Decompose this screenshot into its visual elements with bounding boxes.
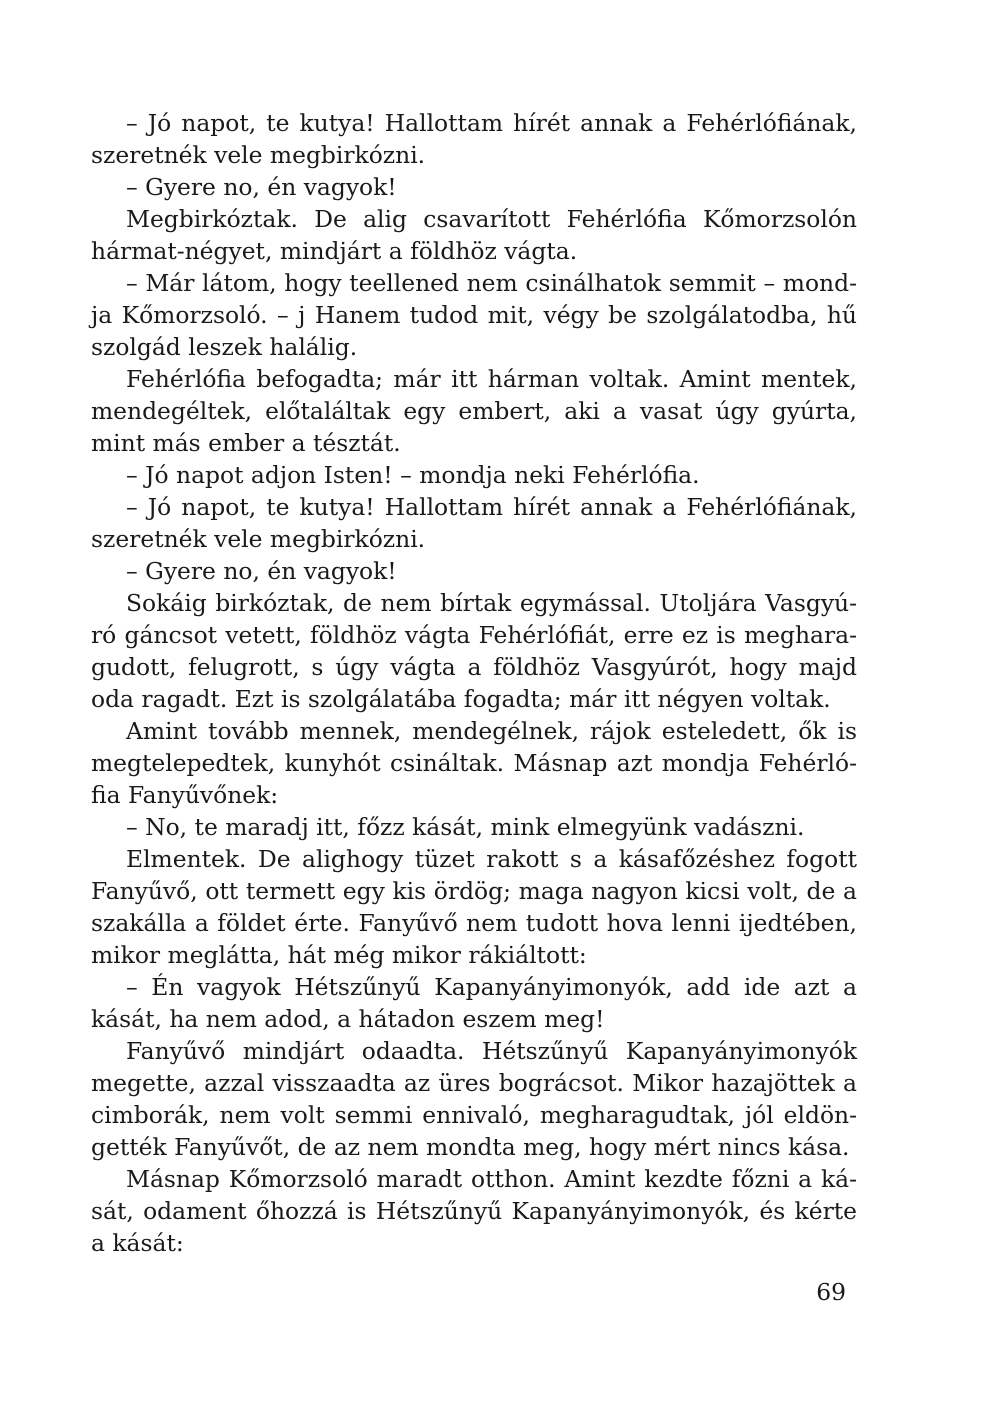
text-line: kását, ha nem adod, a hátadon eszem meg! (91, 1005, 605, 1033)
text-line: Megbirkóztak. De alig csavarított Fehérlófia Kőmorzsolón (126, 205, 857, 233)
text-line: – Jó napot, te kutya! Hallottam hírét annak a Fehérlófiának, (126, 493, 857, 521)
text-line: oda ragadt. Ezt is szolgálatába fogadta; már itt négyen voltak. (91, 685, 831, 713)
text-line: mint más ember a tésztát. (91, 429, 401, 457)
text-line: – Jó napot adjon Isten! – mondja neki Fehérlófia. (126, 461, 700, 489)
text-line: mendegéltek, előtaláltak egy embert, aki a vasat úgy gyúrta, (91, 397, 857, 425)
page-number: 69 (816, 1278, 846, 1306)
text-line: cimborák, nem volt semmi ennivaló, megharagudtak, jól eldön- (91, 1101, 857, 1129)
text-line: – Gyere no, én vagyok! (126, 557, 397, 585)
body-text (91, 107, 857, 1259)
text-line: a kását: (91, 1229, 184, 1257)
text-line: megtelepedtek, kunyhót csináltak. Másnap azt mondja Fehérló- (91, 749, 857, 777)
text-line: gették Fanyűvőt, de az nem mondta meg, hogy mért nincs kása. (91, 1133, 850, 1161)
text-line: – Már látom, hogy teellened nem csinálhatok semmit – mond- (126, 269, 857, 297)
text-line: szeretnék vele megbirkózni. (91, 141, 426, 169)
text-line: Fanyűvő mindjárt odaadta. Hétszűnyű Kapanyányimonyók (126, 1037, 857, 1065)
text-line: szakálla a földet érte. Fanyűvő nem tudott hova lenni ijedtében, (91, 909, 857, 937)
text-line: Fanyűvő, ott termett egy kis ördög; maga nagyon kicsi volt, de a (91, 877, 857, 905)
text-line: ró gáncsot vetett, földhöz vágta Fehérlófiát, erre ez is meghara- (91, 621, 857, 649)
text-line: szolgád leszek halálig. (91, 333, 358, 361)
text-line: gudott, felugrott, s úgy vágta a földhöz Vasgyúrót, hogy majd (91, 653, 857, 681)
text-line: hármat-négyet, mindjárt a földhöz vágta. (91, 237, 578, 265)
text-line: mikor meglátta, hát még mikor rákiáltott: (91, 941, 587, 969)
text-line: Sokáig birkóztak, de nem bírtak egymással. Utoljára Vasgyú- (126, 589, 857, 617)
text-line: Másnap Kőmorzsoló maradt otthon. Amint kezdte főzni a ká- (126, 1165, 857, 1193)
text-line: szeretnék vele megbirkózni. (91, 525, 426, 553)
text-line: sát, odament őhozzá is Hétszűnyű Kapanyányimonyók, és kérte (91, 1197, 857, 1225)
text-line: Elmentek. De alighogy tüzet rakott s a kásafőzéshez fogott (126, 845, 857, 873)
text-line: – No, te maradj itt, főzz kását, mink elmegyünk vadászni. (126, 813, 805, 841)
text-line: – Én vagyok Hétszűnyű Kapanyányimonyók, add ide azt a (126, 973, 857, 1001)
text-line: – Gyere no, én vagyok! (126, 173, 397, 201)
text-line: Fehérlófia befogadta; már itt hárman voltak. Amint mentek, (126, 365, 857, 393)
text-line: fia Fanyűvőnek: (91, 781, 279, 809)
text-line: ja Kőmorzsoló. – j Hanem tudod mit, végy be szolgálatodba, hű (91, 301, 857, 329)
text-line: – Jó napot, te kutya! Hallottam hírét annak a Fehérlófiának, (126, 109, 857, 137)
text-line: megette, azzal visszaadta az üres bográcsot. Mikor hazajöttek a (91, 1069, 857, 1097)
text-line: Amint tovább mennek, mendegélnek, rájok esteledett, ők is (126, 717, 857, 745)
